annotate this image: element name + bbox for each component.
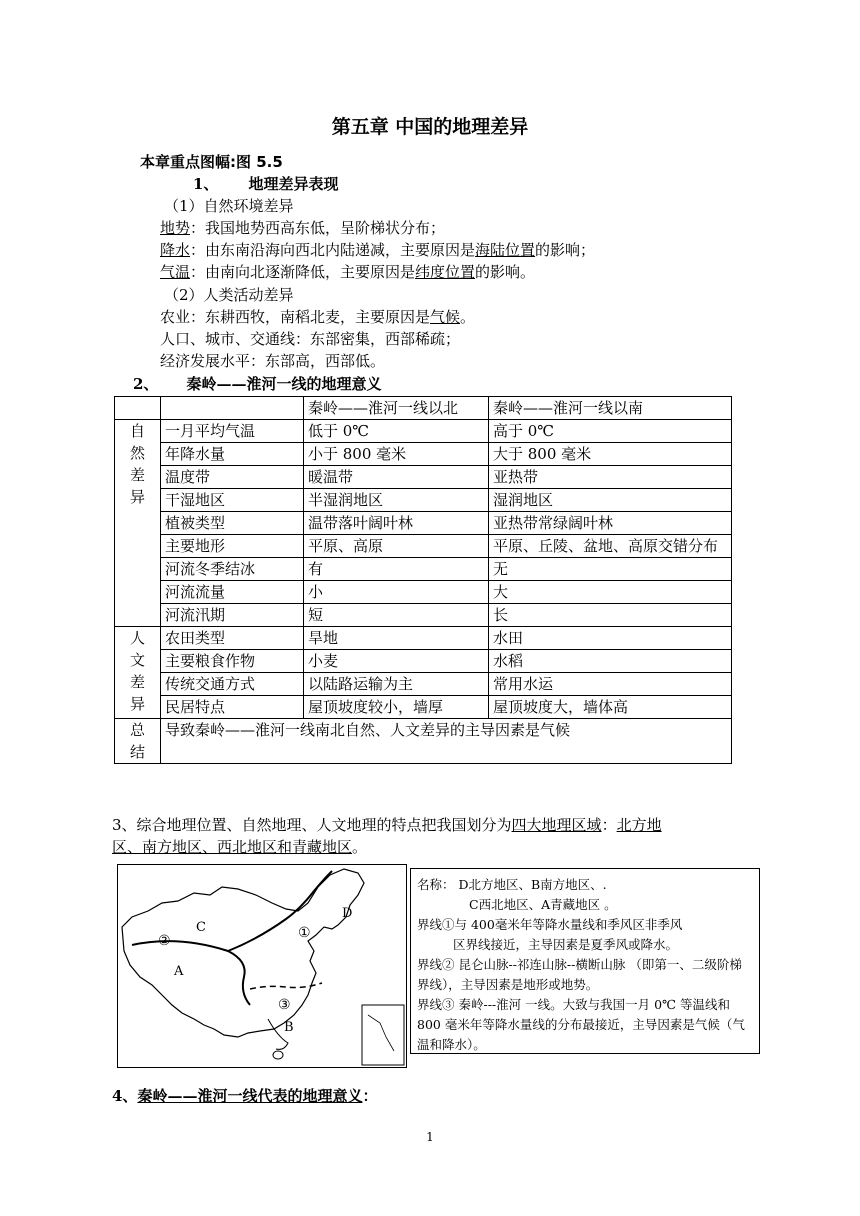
temp-text-a: ：由南向北逐渐降低，主要原因是 xyxy=(190,263,416,281)
south-sea-inset xyxy=(362,1005,404,1065)
section-3-line-1 xyxy=(112,815,662,836)
category-summary-label: 总结 xyxy=(129,721,145,761)
category-human xyxy=(115,627,161,719)
cell-item: 植被类型 xyxy=(161,512,304,535)
table-row xyxy=(115,466,732,489)
section-4-number: 4、 xyxy=(112,1087,138,1105)
table-header-row xyxy=(115,397,732,420)
sub-2-heading: （2）人类活动差异 xyxy=(164,286,294,304)
temp-underline: 纬度位置 xyxy=(415,263,476,281)
category-summary xyxy=(115,719,161,764)
section-2-number: 2、 xyxy=(133,375,159,393)
cell-item: 主要粮食作物 xyxy=(161,650,304,673)
section-4-title: 秦岭——淮河一线代表的地理意义 xyxy=(137,1087,363,1105)
note-names-1: 名称： D北方地区、B南方地区、. xyxy=(417,877,607,892)
precip-line xyxy=(160,240,595,261)
section-1-number: 1、 xyxy=(193,175,219,193)
cell-south: 水田 xyxy=(489,627,732,650)
line-label-1: ① xyxy=(298,925,311,941)
page-title: 第五章 中国的地理差异 xyxy=(331,116,529,138)
cell-north: 平原、高原 xyxy=(304,535,489,558)
table-row xyxy=(115,558,732,581)
precip-underline: 海陆位置 xyxy=(475,241,536,259)
cell-north: 屋顶坡度较小，墙厚 xyxy=(304,696,489,719)
china-regions-map xyxy=(117,864,407,1068)
category-natural-label: 自然差异 xyxy=(129,422,145,506)
cell-south: 亚热带 xyxy=(489,466,732,489)
agri-text-a: 农业：东耕西牧，南稻北麦，主要原因是 xyxy=(160,308,431,326)
section-3-line-2 xyxy=(112,837,367,858)
precip-text-b: 的影响； xyxy=(535,241,596,259)
cell-item: 河流冬季结冰 xyxy=(161,558,304,581)
cell-item: 温度带 xyxy=(161,466,304,489)
cell-north: 暖温带 xyxy=(304,466,489,489)
table-row xyxy=(115,512,732,535)
table-row xyxy=(115,420,732,443)
terrain-line xyxy=(160,218,445,239)
cell-north: 短 xyxy=(304,604,489,627)
cell-south: 大 xyxy=(489,581,732,604)
table-row xyxy=(115,696,732,719)
inset-coast xyxy=(368,1015,394,1051)
cell-item: 干湿地区 xyxy=(161,489,304,512)
header-south: 秦岭——淮河一线以南 xyxy=(489,397,732,420)
agri-line xyxy=(160,307,475,328)
section-1-heading xyxy=(193,174,338,195)
cell-north: 旱地 xyxy=(304,627,489,650)
section-3-text-a: 3、综合地理位置、自然地理、人文地理的特点把我国划分为 xyxy=(112,816,512,834)
cell-item: 年降水量 xyxy=(161,443,304,466)
table-row xyxy=(115,627,732,650)
qinling-huaihe-table xyxy=(114,396,732,764)
temp-key: 气温 xyxy=(160,263,191,281)
table-row xyxy=(115,443,732,466)
cell-north: 小麦 xyxy=(304,650,489,673)
cell-south: 大于 800 毫米 xyxy=(489,443,732,466)
line-label-2: ② xyxy=(158,933,171,949)
cell-south: 屋顶坡度大，墙体高 xyxy=(489,696,732,719)
cell-north: 小 xyxy=(304,581,489,604)
region-label-c: C xyxy=(196,920,206,935)
econ-line: 经济发展水平：东部高，西部低。 xyxy=(160,352,386,370)
map-notes-box xyxy=(410,868,760,1054)
category-natural xyxy=(115,420,161,627)
cell-south: 常用水运 xyxy=(489,673,732,696)
section-1-title: 地理差异表现 xyxy=(248,175,339,193)
region-label-b: B xyxy=(284,1020,294,1035)
cell-south: 平原、丘陵、盆地、高原交错分布 xyxy=(489,535,732,558)
cell-north: 半湿润地区 xyxy=(304,489,489,512)
note-line-1a: 界线①与 400毫米年等降水量线和季风区非季风 xyxy=(417,917,683,932)
temp-line xyxy=(160,262,535,283)
section-3-regions-part-1: 北方地 xyxy=(616,816,662,834)
note-names-2: C西北地区、A青藏地区 。 xyxy=(469,897,617,912)
cell-north: 小于 800 毫米 xyxy=(304,443,489,466)
line-label-3: ③ xyxy=(278,997,291,1013)
agri-text-b: 。 xyxy=(460,308,476,326)
summary-text: 导致秦岭——淮河一线南北自然、人文差异的主导因素是气候 xyxy=(161,719,732,764)
cell-north: 温带落叶阔叶林 xyxy=(304,512,489,535)
table-row xyxy=(115,673,732,696)
cell-item: 河流流量 xyxy=(161,581,304,604)
pop-line: 人口、城市、交通线：东部密集，西部稀疏； xyxy=(160,330,461,348)
china-map-drawing xyxy=(118,865,406,1067)
cell-north: 以陆路运输为主 xyxy=(304,673,489,696)
temp-text-b: 的影响。 xyxy=(475,263,536,281)
table-row xyxy=(115,489,732,512)
table-row xyxy=(115,604,732,627)
cell-south: 亚热带常绿阔叶林 xyxy=(489,512,732,535)
sub-1-heading: （1）自然环境差异 xyxy=(164,197,294,215)
section-4-colon: ： xyxy=(362,1087,378,1105)
section-2-heading xyxy=(133,374,381,395)
section-3-four-regions: 四大地理区域 xyxy=(511,816,602,834)
cell-south: 长 xyxy=(489,604,732,627)
table-row xyxy=(115,650,732,673)
note-line-1b: 区界线接近，主导因素是夏季风或降水。 xyxy=(453,937,679,952)
agri-underline: 气候 xyxy=(430,308,461,326)
cell-item: 传统交通方式 xyxy=(161,673,304,696)
precip-key: 降水 xyxy=(160,241,191,259)
precip-text-a: ：由东南沿海向西北内陆递减，主要原因是 xyxy=(190,241,476,259)
cell-item: 一月平均气温 xyxy=(161,420,304,443)
table-row xyxy=(115,581,732,604)
region-label-d: D xyxy=(342,906,353,921)
region-label-a: A xyxy=(174,964,184,979)
header-north: 秦岭——淮河一线以北 xyxy=(304,397,489,420)
boundary-line-2 xyxy=(132,941,250,1005)
boundary-line-1 xyxy=(228,871,332,951)
cell-south: 高于 0℃ xyxy=(489,420,732,443)
summary-row xyxy=(115,719,732,764)
cell-item: 主要地形 xyxy=(161,535,304,558)
cell-south: 水稻 xyxy=(489,650,732,673)
cell-north: 有 xyxy=(304,558,489,581)
page-number: 1 xyxy=(426,1130,434,1144)
china-outline xyxy=(122,869,364,1037)
cell-item: 民居特点 xyxy=(161,696,304,719)
table-row xyxy=(115,535,732,558)
section-3-period: 。 xyxy=(352,838,368,856)
hainan-island xyxy=(273,1051,283,1059)
section-4-heading xyxy=(112,1086,377,1107)
terrain-key: 地势 xyxy=(160,219,191,237)
cell-item: 农田类型 xyxy=(161,627,304,650)
section-2-title: 秦岭——淮河一线的地理意义 xyxy=(186,375,382,393)
key-figure: 本章重点图幅:图 5.5 xyxy=(140,153,283,171)
cell-item: 河流汛期 xyxy=(161,604,304,627)
category-human-label: 人文差异 xyxy=(129,629,145,713)
section-3-colon: ： xyxy=(601,816,617,834)
note-line-2: 界线② 昆仑山脉--祁连山脉--横断山脉 （即第一、二级阶梯界线），主导因素是地形或地势。 xyxy=(417,957,742,992)
cell-south: 无 xyxy=(489,558,732,581)
section-3-regions-part-2: 区、南方地区、西北地区和青藏地区 xyxy=(112,838,353,856)
note-line-3: 界线③ 秦岭---淮河 一线。大致与我国一月 0℃ 等温线和 800 毫米年等降水量线的分布最接近，主导因素是气候（气温和降水）。 xyxy=(417,997,745,1052)
terrain-value: ：我国地势西高东低，呈阶梯状分布； xyxy=(190,219,446,237)
cell-north: 低于 0℃ xyxy=(304,420,489,443)
cell-south: 湿润地区 xyxy=(489,489,732,512)
